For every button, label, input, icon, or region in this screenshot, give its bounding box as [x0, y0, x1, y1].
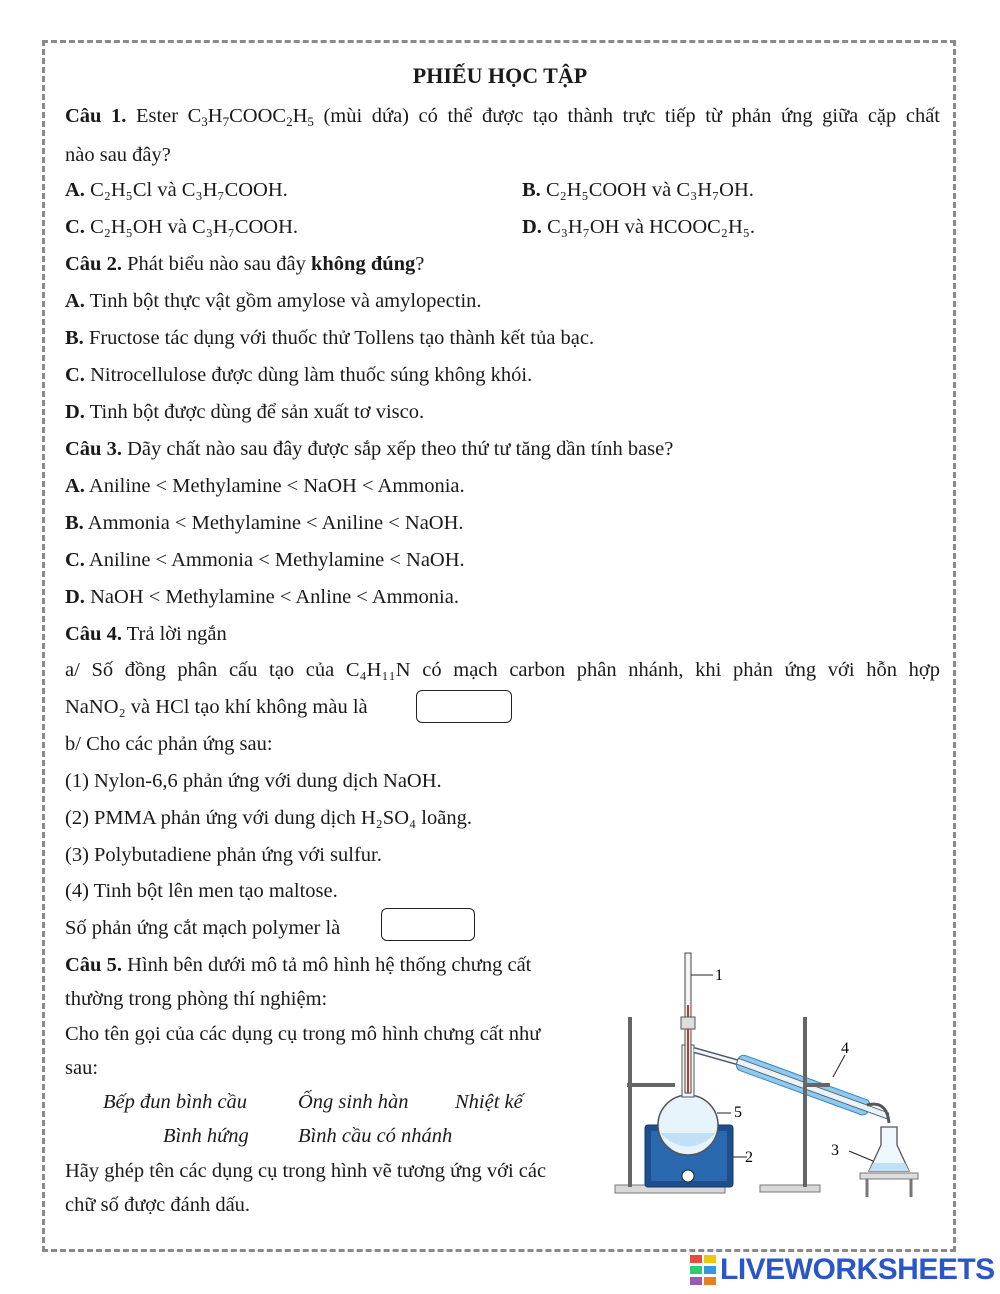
q5-line5: Hãy ghép tên các dụng cụ trong hình vẽ tương ứng với các — [65, 1160, 547, 1182]
q2-stem: Câu 2. Phát biểu nào sau đây không đúng? — [65, 253, 425, 275]
q1-stem-line2: nào sau đây? — [65, 144, 171, 166]
q5-line4: sau: — [65, 1057, 99, 1079]
q4-b-intro: b/ Cho các phản ứng sau: — [65, 733, 273, 755]
q5-tool-2: Ống sinh hàn — [298, 1091, 409, 1113]
q1-option-d[interactable]: D. C₃H₇OH và HCOOC₂H₅. — [522, 216, 756, 238]
q4-reaction-4: (4) Tinh bột lên men tạo maltose. — [65, 880, 338, 902]
q2-option-d[interactable]: D. Tinh bột được dùng để sản xuất tơ visco. — [65, 401, 425, 423]
q4-a-answer-box[interactable] — [416, 690, 512, 723]
q1-option-b[interactable]: B. C₂H₅COOH và C₃H₇OH. — [522, 179, 754, 201]
receiver-platform — [860, 1173, 918, 1179]
right-stand-base — [760, 1185, 820, 1192]
q2-option-a[interactable]: A. Tinh bột thực vật gồm amylose và amylopectin. — [65, 290, 482, 312]
distillate — [869, 1163, 909, 1171]
page-title: PHIẾU HỌC TẬP — [412, 63, 588, 88]
thermometer-stopper — [681, 1017, 695, 1029]
q5-label: Câu 5. — [65, 954, 122, 976]
distillation-diagram — [605, 945, 935, 1210]
q3-option-a[interactable]: A. Aniline < Methylamine < NaOH < Ammonia. — [65, 475, 465, 497]
q5-line6: chữ số được đánh dấu. — [65, 1194, 251, 1216]
heater-knob — [682, 1170, 694, 1182]
q3-stem: Câu 3. Dãy chất nào sau đây được sắp xếp theo thứ tư tăng dần tính base? — [65, 438, 674, 460]
q2-option-c[interactable]: C. Nitrocellulose được dùng làm thuốc súng không khói. — [65, 364, 533, 386]
q4-b-answer-box[interactable] — [381, 908, 475, 941]
q4-stem: Câu 4. Trả lời ngắn — [65, 623, 227, 645]
q2-option-b[interactable]: B. Fructose tác dụng với thuốc thử Tollens tạo thành kết tủa bạc. — [65, 327, 595, 349]
q5-line3: Cho tên gọi của các dụng cụ trong mô hình chưng cất như — [65, 1023, 541, 1045]
liveworksheets-logo-icon — [690, 1255, 716, 1285]
q1-label: Câu 1. — [65, 105, 127, 127]
q5-tool-4: Bình hứng — [163, 1125, 249, 1147]
q1-option-c[interactable]: C. C₂H₅OH và C₃H₇COOH. — [65, 216, 299, 238]
q5-tool-3: Nhiệt kế — [455, 1091, 523, 1113]
diagram-label-1: 1 — [715, 967, 723, 984]
q5-tool-5: Bình cầu có nhánh — [298, 1125, 453, 1147]
q4-a-line1: a/ Số đồng phân cấu tạo của C₄H₁₁N có mạch carbon phân nhánh, khi phản ứng với hỗn hợp — [65, 659, 940, 681]
diagram-label-3: 3 — [831, 1142, 839, 1159]
q1-stem-line1: Câu 1. Ester $C_3H_7COOC_2H_5$ (mùi dứa) có thể được tạo thành trực tiếp từ phản ứng giữa cặp chất — [65, 105, 940, 129]
q3-option-d[interactable]: D. NaOH < Methylamine < Anline < Ammonia. — [65, 586, 459, 608]
diagram-label-2: 2 — [745, 1149, 753, 1166]
liveworksheets-logo[interactable] — [690, 1252, 995, 1288]
q2-label: Câu 2. — [65, 253, 122, 275]
q5-line1: Câu 5. Hình bên dưới mô tả mô hình hệ thống chưng cất — [65, 954, 532, 976]
diagram-label-4: 4 — [841, 1040, 849, 1057]
q5-tool-1: Bếp đun bình cầu — [103, 1091, 248, 1113]
q4-b-question: Số phản ứng cắt mạch polymer là — [65, 917, 341, 939]
q4-a-line2: NaNO₂ và HCl tạo khí không màu là — [65, 696, 368, 718]
condenser-inner-tube — [736, 1058, 888, 1118]
q4-reaction-3: (3) Polybutadiene phản ứng với sulfur. — [65, 844, 382, 866]
q4-reaction-1: (1) Nylon-6,6 phản ứng với dung dịch NaOH. — [65, 770, 442, 792]
q1-option-a[interactable]: A. C₂H₅Cl và C₃H₇COOH. — [65, 179, 288, 201]
q3-label: Câu 3. — [65, 438, 122, 460]
liveworksheets-logo-text: LIVEWORKSHEETS — [720, 1253, 995, 1286]
q5-line2: thường trong phòng thí nghiệm: — [65, 988, 328, 1010]
q3-option-c[interactable]: C. Aniline < Ammonia < Methylamine < NaOH. — [65, 549, 465, 571]
q4-label: Câu 4. — [65, 623, 122, 645]
q3-option-b[interactable]: B. Ammonia < Methylamine < Aniline < NaOH. — [65, 512, 464, 534]
diagram-label-5: 5 — [734, 1104, 742, 1121]
q4-reaction-2: (2) PMMA phản ứng với dung dịch H₂SO₄ loãng. — [65, 807, 472, 829]
